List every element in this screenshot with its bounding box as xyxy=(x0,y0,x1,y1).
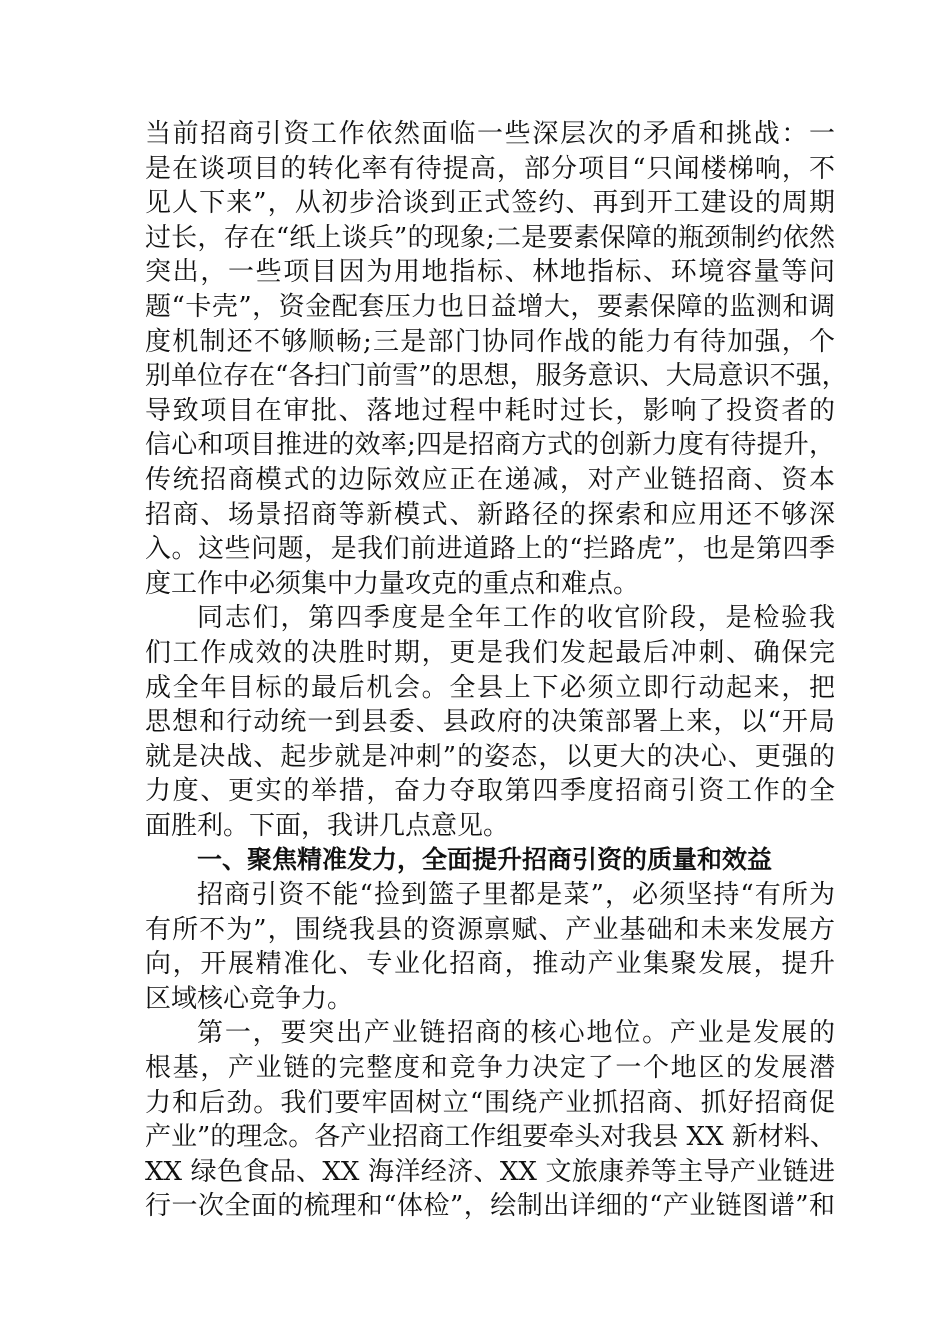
text-line: 同志们，第四季度是全年工作的收官阶段，是检验我 xyxy=(197,603,835,634)
text-line: 传统招商模式的边际效应正在递减，对产业链招商、资本 xyxy=(145,464,835,495)
text-line: 过长，存在“纸上谈兵”的现象;二是要素保障的瓶颈制约依然 xyxy=(145,222,835,253)
text-line: 向，开展精准化、专业化招商，推动产业集聚发展，提升 xyxy=(145,949,835,980)
text-line: 度工作中必须集中力量攻克的重点和难点。 xyxy=(145,568,640,599)
paragraph-challenges xyxy=(145,117,848,601)
text-line: 就是决战、起步就是冲刺”的姿态，以更大的决心、更强的 xyxy=(145,741,835,772)
paragraph-comrades xyxy=(145,601,835,843)
text-line: XX 绿色食品、XX 海洋经济、XX 文旅康养等主导产业链进 xyxy=(145,1156,835,1187)
text-line: 面胜利。下面，我讲几点意见。 xyxy=(145,810,510,841)
text-line: 题“卡壳”，资金配套压力也日益增大，要素保障的监测和调 xyxy=(145,291,835,322)
heading-line: 一、聚焦精准发力，全面提升招商引资的质量和效益 xyxy=(197,845,773,875)
text-line: 当前招商引资工作依然面临一些深层次的矛盾和挑战：一 xyxy=(145,119,835,149)
paragraph-precision xyxy=(145,878,835,1016)
text-line: 力度、更实的举措，奋力夺取第四季度招商引资工作的全 xyxy=(145,776,835,807)
section-heading xyxy=(145,843,835,878)
paragraph-industry-chain xyxy=(145,1016,835,1224)
text-line: 见人下来”，从初步洽谈到正式签约、再到开工建设的周期 xyxy=(145,188,835,219)
text-line: 思想和行动统一到县委、县政府的决策部署上来，以“开局 xyxy=(145,707,835,738)
text-line: 是在谈项目的转化率有待提高，部分项目“只闻楼梯响，不 xyxy=(145,153,835,184)
text-line: 们工作成效的决胜时期，更是我们发起最后冲刺、确保完 xyxy=(145,637,835,668)
text-line: 别单位存在“各扫门前雪”的思想，服务意识、大局意识不强， xyxy=(145,361,848,392)
text-line: 度机制还不够顺畅;三是部门协同作战的能力有待加强，个 xyxy=(145,326,835,357)
text-line: 招商、场景招商等新模式、新路径的探索和应用还不够深 xyxy=(145,499,835,530)
text-line: 导致项目在审批、落地过程中耗时过长，影响了投资者的 xyxy=(145,395,835,426)
text-line: 区域核心竞争力。 xyxy=(145,983,354,1014)
document-body xyxy=(145,117,848,1224)
text-line: 入。这些问题，是我们前进道路上的“拦路虎”，也是第四季 xyxy=(145,534,835,565)
text-line: 力和后劲。我们要牢固树立“围绕产业抓招商、抓好招商促 xyxy=(145,1087,835,1118)
text-line: 行一次全面的梳理和“体检”，绘制出详细的“产业链图谱”和 xyxy=(145,1191,835,1222)
text-line: 第一，要突出产业链招商的核心地位。产业是发展的 xyxy=(197,1018,835,1049)
text-line: 成全年目标的最后机会。全县上下必须立即行动起来，把 xyxy=(145,672,835,703)
text-line: 招商引资不能“捡到篮子里都是菜”，必须坚持“有所为 xyxy=(197,880,835,911)
text-line: 突出，一些项目因为用地指标、林地指标、环境容量等问 xyxy=(145,257,835,288)
text-line: 产业”的理念。各产业招商工作组要牵头对我县 XX 新材料、 xyxy=(145,1122,836,1153)
text-line: 有所不为”，围绕我县的资源禀赋、产业基础和未来发展方 xyxy=(145,914,835,945)
text-line: 根基，产业链的完整度和竞争力决定了一个地区的发展潜 xyxy=(145,1053,835,1084)
text-line: 信心和项目推进的效率;四是招商方式的创新力度有待提升， xyxy=(145,430,835,461)
